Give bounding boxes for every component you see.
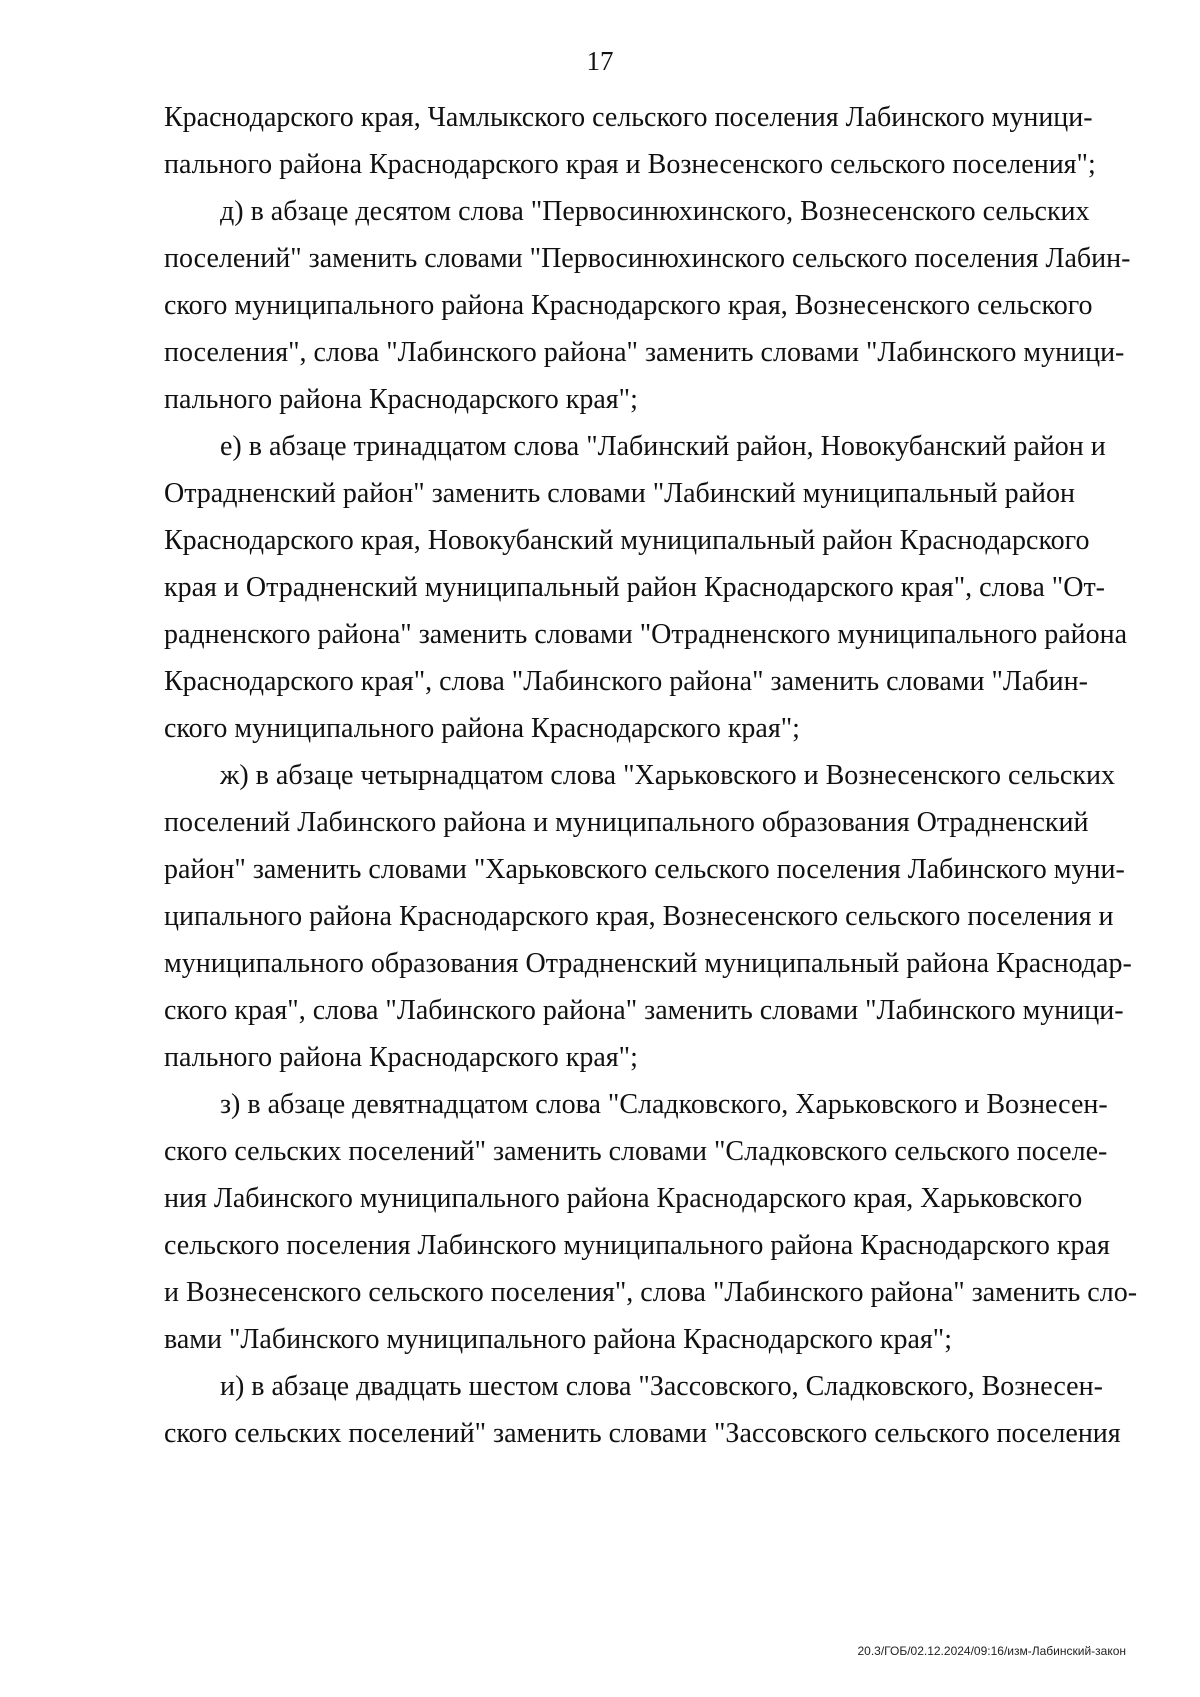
- text-line: ципального района Краснодарского края, Вознесенского сельского поселения и: [164, 901, 1114, 932]
- text-line: ж) в абзаце четырнадцатом слова "Харьковского и Вознесенского сельских: [220, 760, 1115, 791]
- paragraph-zh: [164, 752, 1132, 1081]
- text-line: район" заменить словами "Харьковского сельского поселения Лабинского муни-: [164, 854, 1125, 885]
- text-line: з) в абзаце девятнадцатом слова "Сладковского, Харьковского и Вознесен-: [220, 1089, 1108, 1120]
- text-line: края и Отрадненский муниципальный район Краснодарского края", слова "От-: [164, 572, 1106, 603]
- text-line: пального района Краснодарского края";: [164, 1042, 638, 1073]
- text-line: и Вознесенского сельского поселения", слова "Лабинского района" заменить сло-: [164, 1277, 1138, 1308]
- paragraph-d: [164, 188, 1131, 423]
- document-reference-code: 20.3/ГОБ/02.12.2024/09:16/изм-Лабинский-закон: [857, 1644, 1126, 1658]
- text-line: ния Лабинского муниципального района Краснодарского края, Харьковского: [164, 1183, 1083, 1214]
- page-number: 17: [586, 46, 614, 76]
- text-line: поселений" заменить словами "Первосинюхинского сельского поселения Лабин-: [164, 243, 1131, 274]
- text-line: и) в абзаце двадцать шестом слова "Зассовского, Сладковского, Вознесен-: [220, 1371, 1103, 1402]
- text-line: ского муниципального района Краснодарского края";: [164, 713, 800, 744]
- document-body: [164, 94, 1138, 1457]
- text-line: радненского района" заменить словами "Отрадненского муниципального района: [164, 619, 1128, 650]
- paragraph-e: [164, 423, 1128, 752]
- paragraph-z: [164, 1081, 1138, 1363]
- text-line: вами "Лабинского муниципального района Краснодарского края";: [164, 1324, 952, 1355]
- paragraph-i: [164, 1363, 1121, 1457]
- text-line: поселений Лабинского района и муниципального образования Отрадненский: [164, 807, 1089, 838]
- text-line: е) в абзаце тринадцатом слова "Лабинский район, Новокубанский район и: [220, 431, 1106, 462]
- text-line: поселения", слова "Лабинского района" заменить словами "Лабинского муници-: [164, 337, 1125, 368]
- text-line: Краснодарского края, Новокубанский муниципальный район Краснодарского: [164, 525, 1090, 556]
- text-line: муниципального образования Отрадненский муниципальный района Краснодар-: [164, 948, 1132, 979]
- text-line: пального района Краснодарского края";: [164, 384, 638, 415]
- text-line: ского муниципального района Краснодарского края, Вознесенского сельского: [164, 290, 1093, 321]
- text-line: д) в абзаце десятом слова "Первосинюхинского, Вознесенского сельских: [220, 196, 1090, 227]
- text-line: сельского поселения Лабинского муниципального района Краснодарского края: [164, 1230, 1110, 1261]
- text-line: Краснодарского края", слова "Лабинского района" заменить словами "Лабин-: [164, 666, 1088, 697]
- paragraph: [164, 94, 1096, 188]
- text-line: Отрадненский район" заменить словами "Лабинский муниципальный район: [164, 478, 1075, 509]
- text-line: ского края", слова "Лабинского района" заменить словами "Лабинского муници-: [164, 995, 1124, 1026]
- text-line: ского сельских поселений" заменить словами "Сладковского сельского поселе-: [164, 1136, 1108, 1167]
- text-line: Краснодарского края, Чамлыкского сельского поселения Лабинского муници-: [164, 102, 1093, 133]
- text-line: ского сельских поселений" заменить словами "Зассовского сельского поселения: [164, 1418, 1121, 1449]
- text-line: пального района Краснодарского края и Вознесенского сельского поселения";: [164, 149, 1096, 180]
